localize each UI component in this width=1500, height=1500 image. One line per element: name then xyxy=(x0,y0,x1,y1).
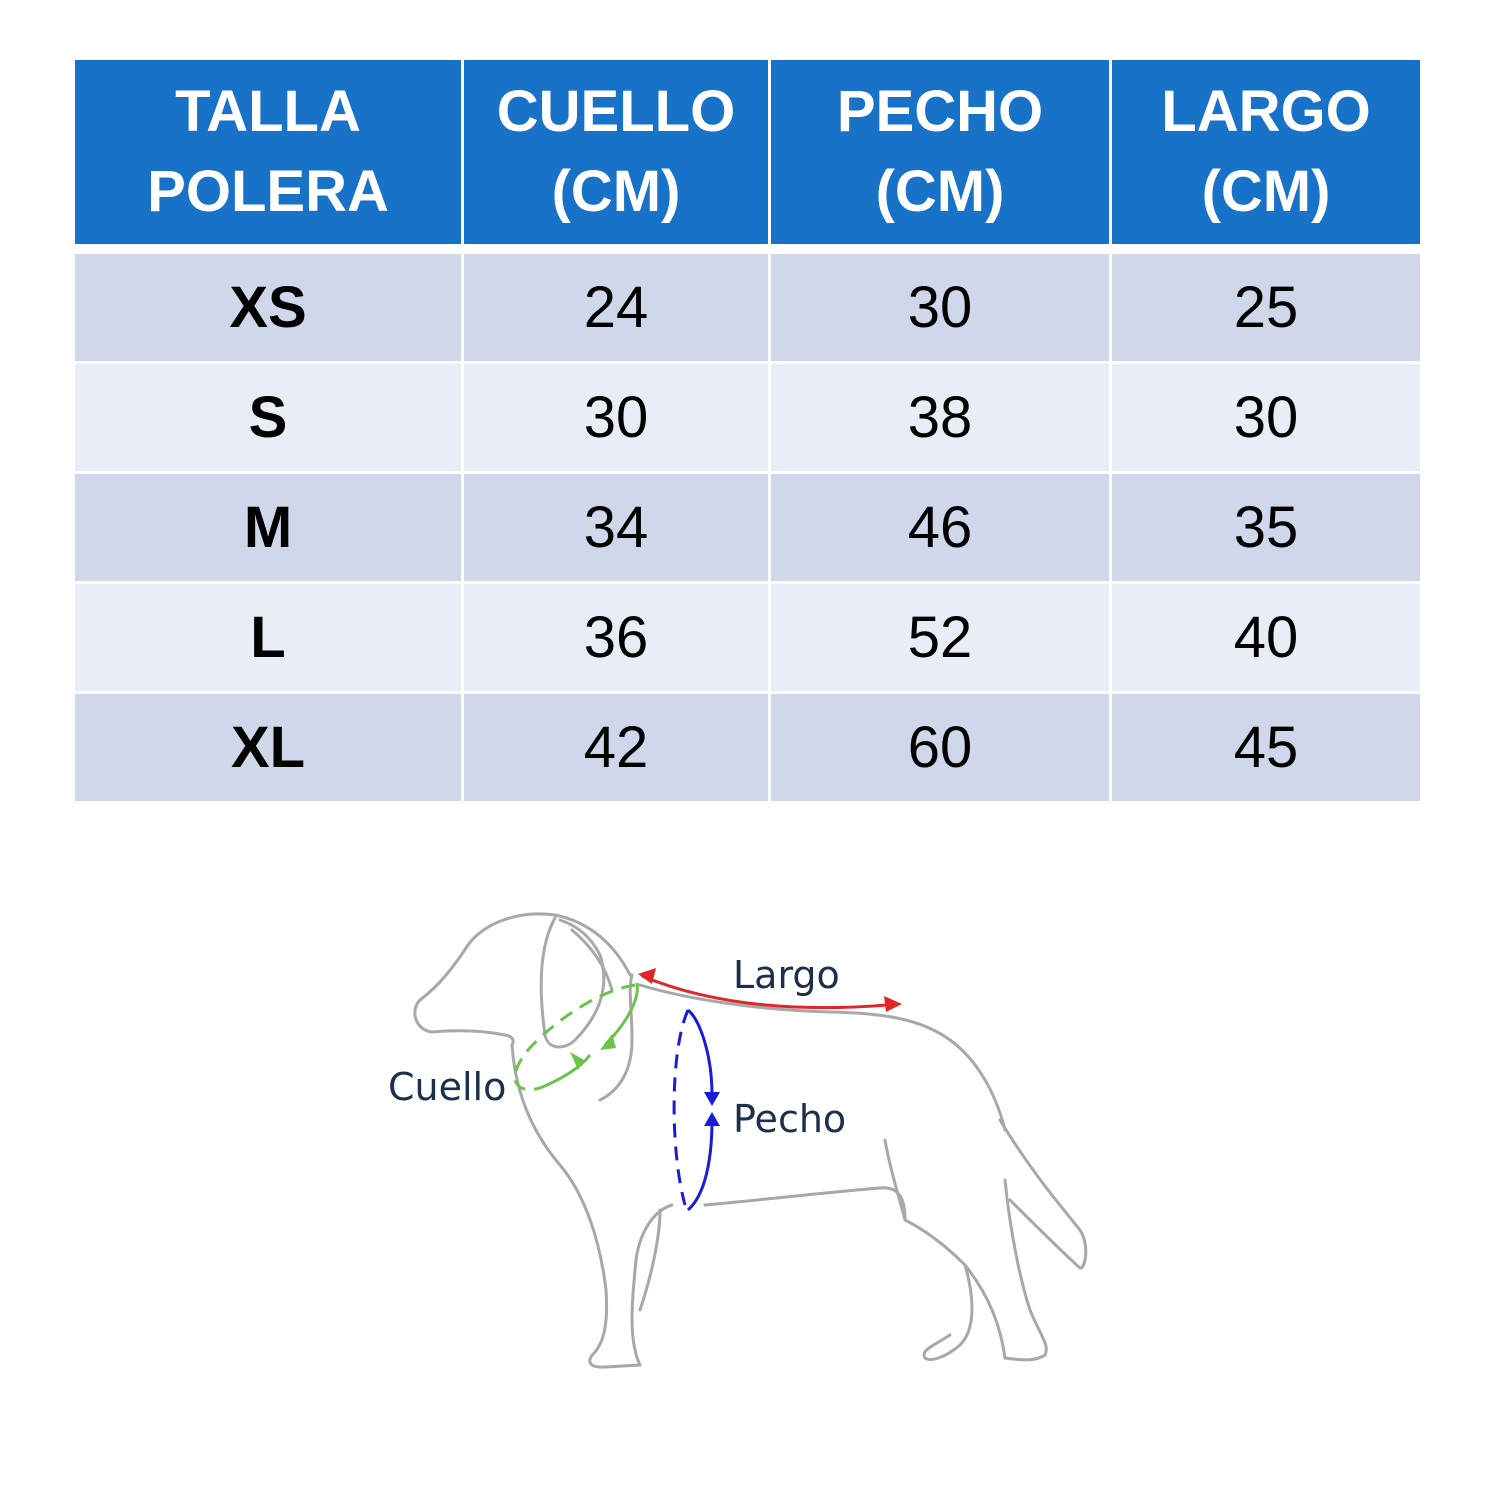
pecho-cell: 30 xyxy=(771,254,1112,364)
cuello-cell: 36 xyxy=(464,584,771,694)
header-cuello xyxy=(464,60,771,254)
pecho-cell: 60 xyxy=(771,694,1112,801)
pecho-cell: 38 xyxy=(771,364,1112,474)
pecho-loop xyxy=(674,1010,720,1210)
header-talla-polera xyxy=(75,60,464,254)
size-chart-table xyxy=(75,60,1420,801)
header-line: (CM) xyxy=(875,159,1005,224)
table-row xyxy=(75,474,1420,584)
pecho-cell: 52 xyxy=(771,584,1112,694)
largo-cell: 40 xyxy=(1112,584,1420,694)
dog-measurement-diagram xyxy=(0,840,1500,1460)
header-largo xyxy=(1112,60,1420,254)
cuello-cell: 34 xyxy=(464,474,771,584)
table-row xyxy=(75,584,1420,694)
header-line: POLERA xyxy=(147,159,389,224)
largo-cell: 25 xyxy=(1112,254,1420,364)
pecho-cell: 46 xyxy=(771,474,1112,584)
header-pecho xyxy=(771,60,1112,254)
header-line: PECHO xyxy=(836,79,1044,144)
largo-cell: 30 xyxy=(1112,364,1420,474)
cuello-loop xyxy=(515,983,637,1090)
header-line: (CM) xyxy=(1201,159,1331,224)
table-row xyxy=(75,254,1420,364)
table-header-row xyxy=(75,60,1420,254)
size-cell: XL xyxy=(75,694,464,801)
size-cell: M xyxy=(75,474,464,584)
size-cell: S xyxy=(75,364,464,474)
table-row xyxy=(75,364,1420,474)
cuello-cell: 24 xyxy=(464,254,771,364)
cuello-cell: 30 xyxy=(464,364,771,474)
pecho-label: Pecho xyxy=(733,1097,847,1141)
largo-cell: 35 xyxy=(1112,474,1420,584)
header-line: TALLA xyxy=(175,79,361,144)
cuello-cell: 42 xyxy=(464,694,771,801)
largo-label: Largo xyxy=(733,953,840,997)
size-cell: L xyxy=(75,584,464,694)
header-line: CUELLO xyxy=(496,79,736,144)
header-line: LARGO xyxy=(1161,79,1371,144)
largo-cell: 45 xyxy=(1112,694,1420,801)
size-cell: XS xyxy=(75,254,464,364)
cuello-label: Cuello xyxy=(388,1065,507,1109)
table-row xyxy=(75,694,1420,801)
header-line: (CM) xyxy=(551,159,681,224)
